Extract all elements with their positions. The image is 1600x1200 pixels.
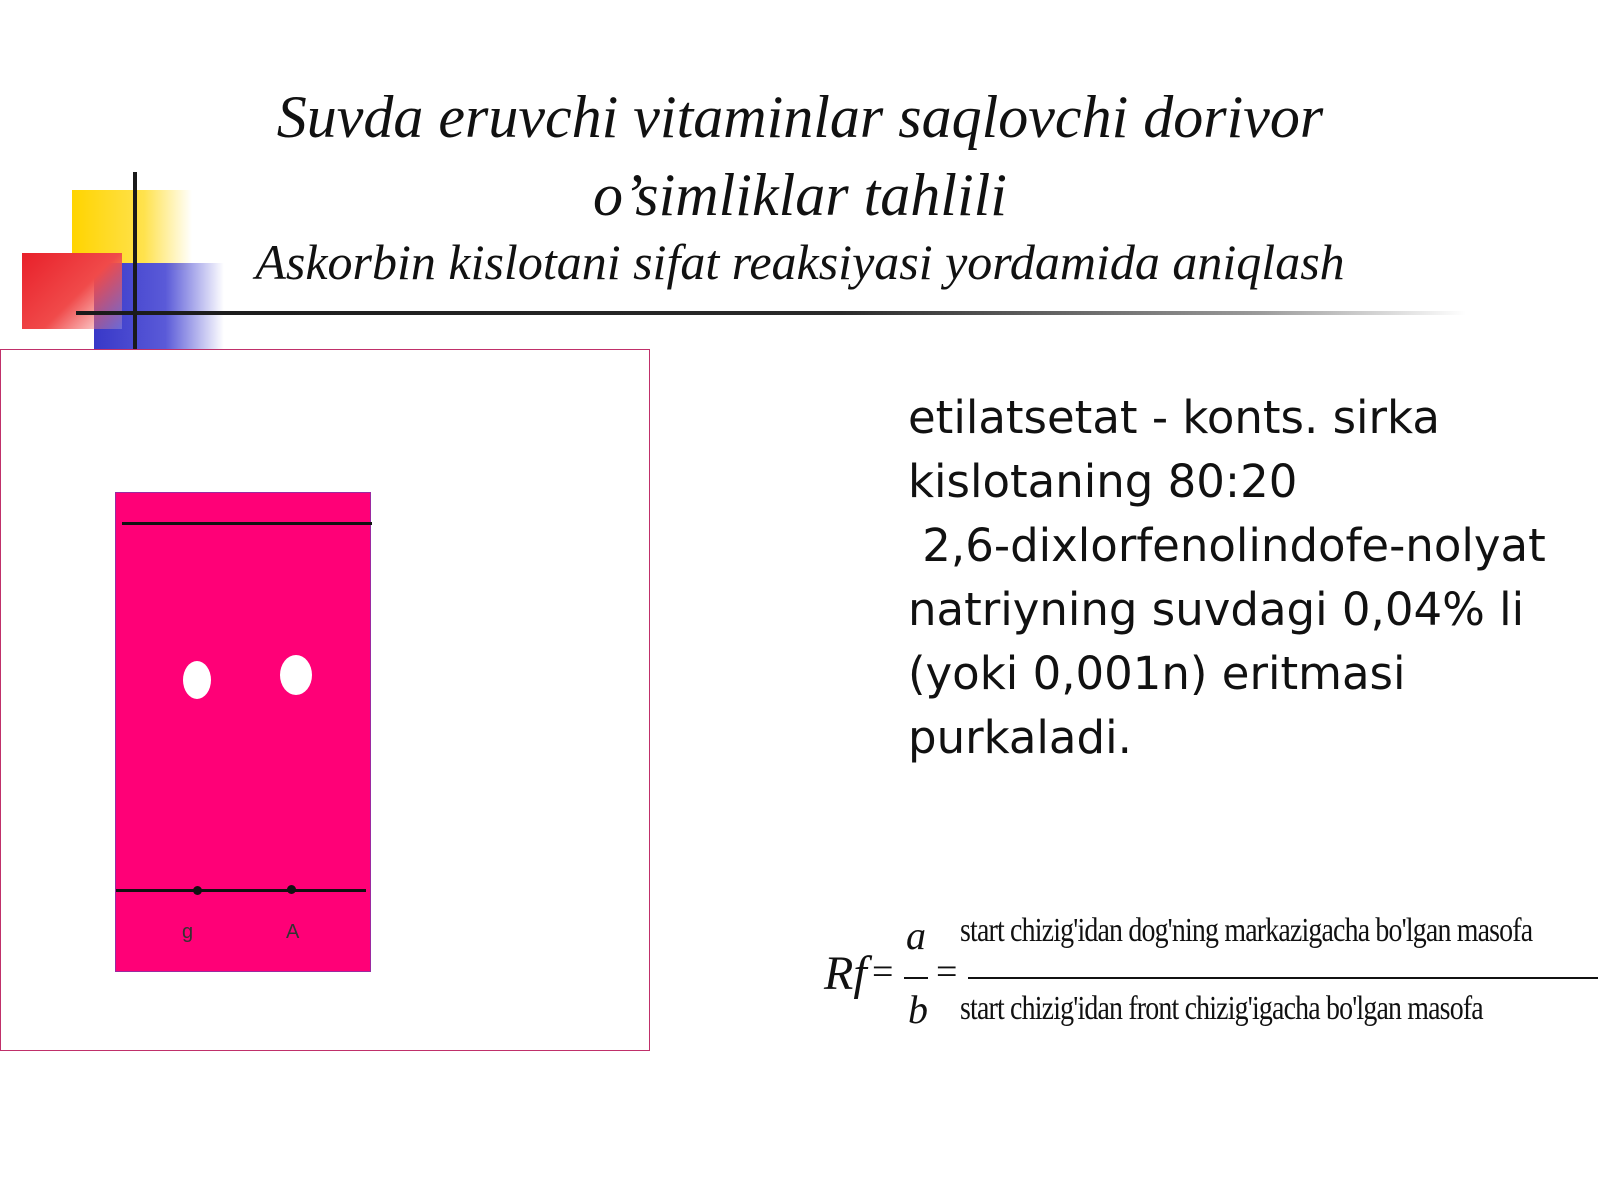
start-line bbox=[116, 889, 366, 892]
chromatogram-image-frame bbox=[0, 349, 650, 1051]
fraction-bar-long bbox=[968, 977, 1598, 979]
method-line: (yoki 0,001n) eritmasi bbox=[908, 647, 1406, 700]
sample-application-dot bbox=[193, 886, 202, 895]
slide-title bbox=[150, 78, 1450, 234]
method-line: natriyning suvdagi 0,04% li bbox=[908, 583, 1525, 636]
fraction-denominator-text: start chizig'idan front chizig'igacha bo'lgan masofa bbox=[960, 990, 1483, 1027]
slide-title-line-2: o’simliklar tahlili bbox=[593, 162, 1007, 228]
sample-spot bbox=[183, 661, 211, 699]
method-description bbox=[908, 386, 1588, 770]
method-line: etilatsetat - konts. sirka bbox=[908, 391, 1440, 444]
method-line: kislotaning 80:20 bbox=[908, 455, 1298, 508]
equals-sign: = bbox=[936, 951, 958, 993]
method-line: 2,6-dixlorfenolindofe-nolyat bbox=[908, 519, 1546, 572]
decorative-red-block bbox=[22, 253, 122, 329]
rf-formula bbox=[822, 910, 1600, 1040]
slide-title-line-1: Suvda eruvchi vitaminlar saqlovchi dorivor bbox=[276, 84, 1324, 150]
fraction-numerator-text: start chizig'idan dog'ning markazigacha bo'lgan masofa bbox=[960, 912, 1533, 949]
reference-application-dot bbox=[287, 885, 296, 894]
reference-spot bbox=[280, 655, 312, 695]
title-underline-rule bbox=[76, 311, 1466, 315]
fraction-denominator-symbol: b bbox=[908, 987, 928, 1032]
lane-label-reference: A bbox=[286, 921, 300, 943]
decorative-vertical-rule bbox=[133, 172, 137, 350]
rf-symbol: Rf bbox=[824, 947, 867, 1000]
chromatography-plate bbox=[115, 492, 371, 972]
slide-subtitle: Askorbin kislotani sifat reaksiyasi yordamida aniqlash bbox=[255, 234, 1345, 290]
fraction-bar-short bbox=[904, 977, 928, 979]
fraction-numerator-symbol: a bbox=[906, 913, 926, 958]
equals-sign: = bbox=[872, 951, 894, 993]
method-line: purkaladi. bbox=[908, 711, 1132, 764]
solvent-front-line bbox=[122, 522, 372, 525]
lane-label-sample: g bbox=[182, 921, 194, 943]
